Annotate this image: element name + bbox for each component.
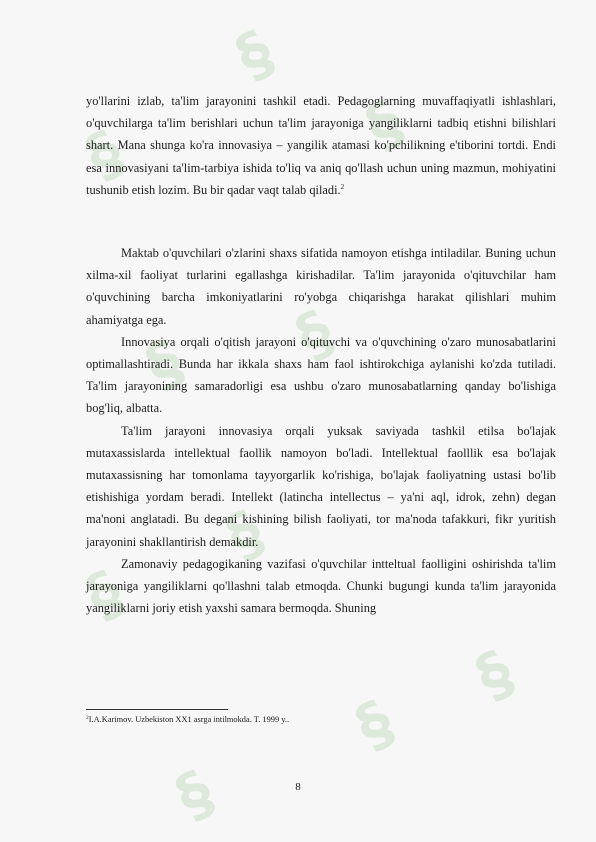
footnote-text: I.A.Karimov. Uzbekiston XX1 asrga intilmokda. T. 1999 y.. (88, 715, 290, 724)
watermark-logo-icon: § (75, 117, 135, 193)
watermark-logo-icon: § (165, 757, 225, 833)
watermark-logo-icon: § (285, 297, 345, 373)
footnote-reference[interactable]: 2 (340, 182, 345, 191)
watermark-logo-icon: § (135, 327, 195, 403)
body-text (86, 90, 556, 619)
paragraph-continuation (86, 90, 556, 201)
paragraph: Zamonaviy pedagogikaning vazifasi o'quvchilar intteltual faolligini oshirishda ta'lim jarayoniga yangiliklarni qo'llashni talab etmoqda. Chunki bugungi kunda ta'lim jarayonida yangiliklarni joriy etish yaxshi samara bermoqda. Shuning (86, 556, 556, 616)
paragraph: Maktab o'quvchilari o'zlarini shaxs sifatida namoyon etishga intiladilar. Buning uchun xilma-xil faoliyat turlarini egallashga kirishadilar. Ta'lim jarayonida o'qituvchilar ham o'quvchining barcha imkoniyatlarini ro'yobga chiqarishga harakat qilishlari muhim ahamiyatga ega. (86, 246, 556, 327)
watermark-logo-icon: § (215, 497, 275, 573)
paragraph: Ta'lim jarayoni innovasiya orqali yuksak saviyada tashkil etilsa bo'lajak mutaxassislarda intellektual faollik namoyon bo'ladi. Intellektual faolllik esa bo'lajak mutaxassisning har tomonlama tayyorgarlik ko'rishiga, bo'lajak faoliyatning ustasi bo'lib etishishiga yordam beradi. Intellekt (latincha intellectus – ya'ni aql, idrok, zehn) degan ma'noni anglatadi. Bu degani kishining bilish faoliyati, tor ma'noda tafakkuri, fikr yuritish jarayonini shakllantirish demakdir. (86, 423, 556, 549)
watermark-logo-icon: § (465, 637, 525, 713)
footnote-divider (86, 709, 228, 710)
watermark-logo-icon: § (345, 687, 405, 763)
watermark-logo-icon: § (75, 557, 135, 633)
footnote (86, 714, 289, 725)
footnote-marker: 2 (86, 715, 89, 721)
watermark-logo-icon: § (355, 87, 415, 163)
paragraph: Innovasiya orqali o'qitish jarayoni o'qituvchi va o'quvchining o'zaro munosabatlarini optimallashtiradi. Bunda har ikkala shaxs ham faol ishtirokchiga aylanishi ko'zda tutiladi. Ta'lim jarayonining samaradorligi esa ushbu o'zaro munosabatlarning qanday bo'lishiga bog'liq, albatta. (86, 334, 556, 416)
watermark-logo-icon: § (225, 17, 285, 93)
paragraph-text: yo'llarini izlab, ta'lim jarayonini tashkil etadi. Pedagoglarning muvaffaqiyatli ishlashlari, o'quvchilarga ta'lim berishlari uchun ta'lim jarayoniga yangiliklarni tadbiq etishni bilishlari shart. Mana shunga ko'ra innovasiya – yangilik atamasi ko'pchilikning e'tiborini tortdi. Endi esa innovasiyani ta'lim-tarbiya ishida to'liq va aniq qo'llash uchun uning mazmun, mohiyatini tushunib etish lozim. Bu bir qadar vaqt talab qiladi. (86, 94, 556, 197)
page-number: 8 (295, 781, 301, 793)
